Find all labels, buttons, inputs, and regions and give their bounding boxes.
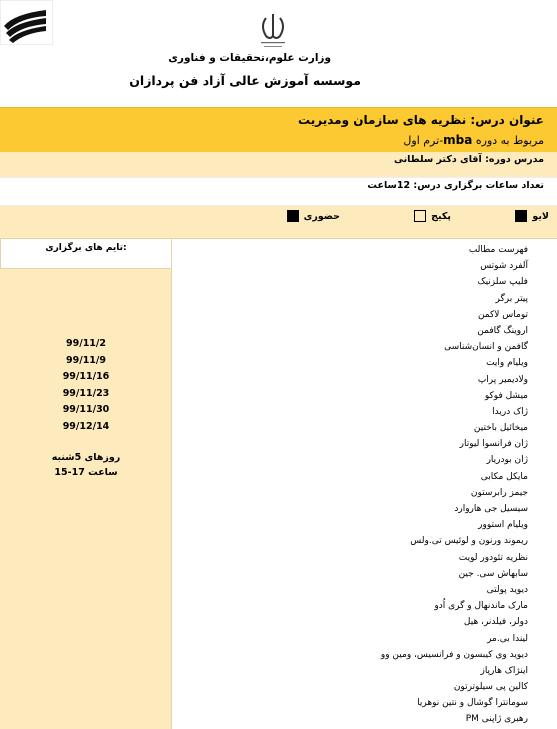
course-hours: تعداد ساعات برگزاری درس: 12ساعت (367, 180, 544, 191)
course-program (403, 133, 544, 147)
mode-package-label: پکیج (431, 210, 451, 222)
hours-band (0, 177, 557, 206)
iran-emblem-icon (256, 12, 290, 52)
topic-item: مایکل مکابی (480, 471, 528, 482)
topic-item: سیسیل جی هاروارد (454, 504, 528, 514)
teacher-band (0, 152, 557, 177)
topic-item: دیوید پولتی (486, 584, 528, 595)
topic-item: اینژاک هارپاز (480, 665, 528, 676)
schedule-date: 99/11/23 (62, 387, 110, 399)
schedule-date: 99/12/14 (62, 420, 110, 432)
topic-item: ریموند ورنون و لوئیس تی.ولس (410, 536, 528, 547)
topic-item: ویلیام وایت (486, 358, 528, 369)
delivery-mode-band (0, 206, 557, 238)
institute-logo (0, 0, 53, 45)
topic-item: ژان فرانسوا لیوتار (459, 439, 528, 450)
topic-item: آلفرد شوتس (480, 261, 528, 272)
topic-item: جیمز رابرستون (470, 487, 528, 498)
topic-item: فلیپ سلزنیک (477, 277, 528, 288)
program-suffix: -ترم اول (403, 134, 444, 147)
topic-item: میخائیل باختین (473, 423, 528, 434)
mode-in-person-checkbox[interactable] (287, 210, 299, 222)
mode-live-checkbox[interactable] (515, 210, 527, 222)
course-title-band (0, 107, 557, 152)
program-prefix: مربوط به دوره (472, 134, 544, 147)
topic-item: سومانترا گوشال و نتین نوهریا (417, 698, 528, 709)
topic-item: نظریه تئودور لویت (458, 552, 528, 563)
topic-item: دولر، فیلدنر، هیل (463, 617, 528, 628)
schedule-date: 99/11/16 (62, 371, 110, 382)
topic-item: ویلیام استوور (478, 520, 528, 531)
topic-item: توماس لاکمن (477, 309, 528, 320)
mode-live-label: لایو (532, 210, 549, 222)
schedule-time: ساعت 17-15 (54, 467, 118, 478)
schedule-panel (0, 269, 172, 729)
topic-item: فهرست مطالب (468, 245, 528, 255)
schedule-dates (0, 336, 172, 435)
mode-in-person-label: حضوری (303, 210, 340, 222)
topic-item: دیوید وی کیبسون و فرانسیس، ومین وو (380, 649, 528, 660)
mode-in-person[interactable] (287, 210, 340, 222)
schedule-day: روزهای 5شنبه (51, 452, 121, 463)
mode-package[interactable] (414, 210, 451, 222)
topic-item: ژان بودریار (486, 455, 528, 466)
topic-item: پیتر برگر (495, 293, 528, 304)
topic-item: میشل فوکو (484, 390, 528, 401)
mode-package-checkbox[interactable] (414, 210, 426, 222)
topic-list (381, 242, 528, 728)
course-title: عنوان درس: نظریه های سازمان ومدیریت (298, 113, 544, 127)
topic-item: اروینگ گافمن (477, 325, 528, 336)
institute-name: موسسه آموزش عالی آزاد فن پردازان (129, 73, 361, 88)
topic-item: کالین پی سیلوترتون (453, 682, 528, 693)
mode-live[interactable] (515, 210, 549, 222)
topic-item: لیندا بی.مر (487, 633, 528, 644)
schedule-date: 99/11/30 (62, 404, 110, 415)
ministry-name: وزارت علوم،تحقیقات و فناوری (168, 52, 331, 64)
schedule-header: تایم های برگزاری: (0, 238, 172, 269)
topics-panel (172, 238, 557, 729)
topic-item: رهبری ژاپنی PM (465, 714, 528, 725)
topic-item: ولادیمیر پراپ (477, 374, 528, 385)
topic-item: سابهاش سی. جین (458, 568, 528, 579)
schedule-date: 99/11/2 (66, 338, 106, 349)
teacher-name: مدرس دوره: آقای دکتر سلطانی (394, 154, 544, 165)
topic-item: گافمن و انسان‌شناسی (444, 342, 528, 353)
topic-item: ژاک دریدا (492, 406, 528, 417)
topic-item: مارک ماندنهال و گری اُدو (434, 601, 528, 612)
program-code: mba (443, 133, 473, 147)
schedule-date: 99/11/9 (66, 354, 106, 366)
